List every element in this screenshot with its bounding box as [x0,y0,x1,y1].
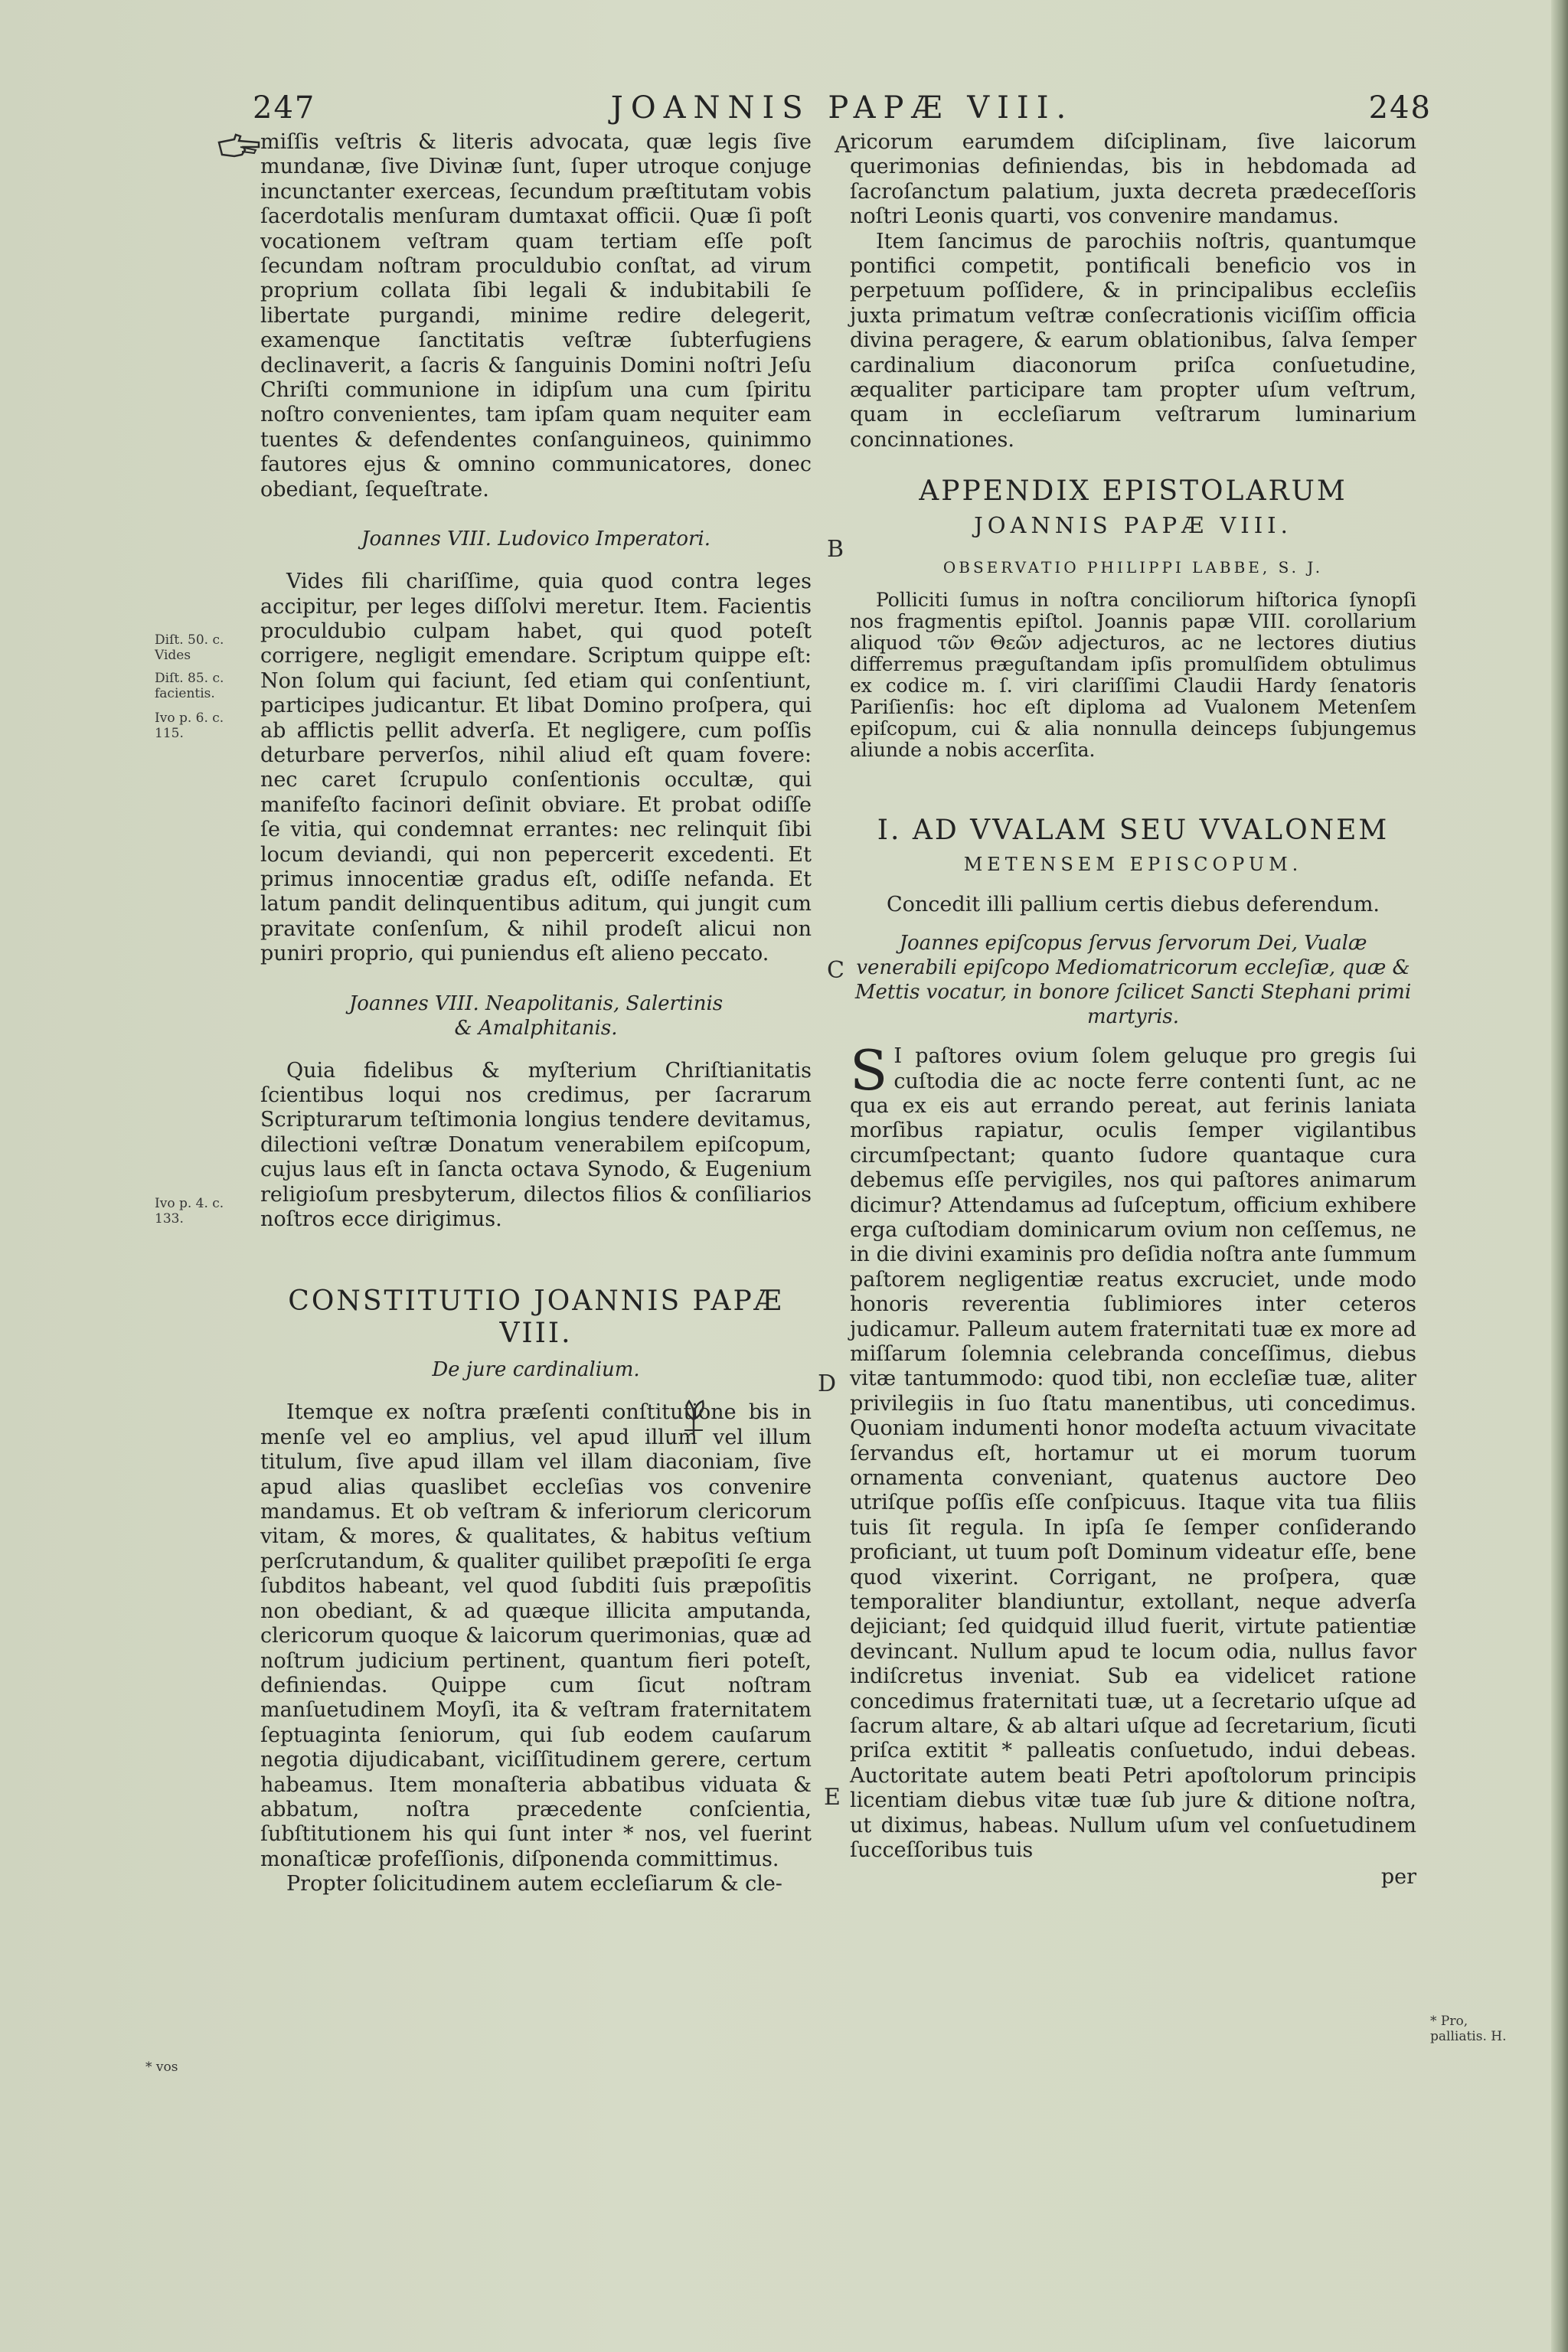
paragraph: ricorum earumdem diſciplinam, ſive laicorum querimonias definiendas, bis in hebdomada ad ſacroſanctum palatium, juxta decreta prædeceſſoris noſtri Leonis quarti, vos convenire mandamus. [850,130,1416,229]
letter-title: I. AD VVALAM SEU VVALONEM [877,814,1390,846]
margin-note: Ivo p. 4. c. 133. [155,1196,224,1227]
letter-subtitle: METENSEM EPISCOPUM. [963,853,1303,875]
letter-rubric [260,991,812,1040]
letter-rubric: Joannes VIII. Ludovico Imperatori. [361,528,710,551]
pointing-hand-icon [217,132,262,162]
section-letter-c: C [827,957,844,984]
paragraph: Item ſancimus de parochiis noſtris, quantumque pontifici competit, pontificali beneficio vos in perpetuum poſſidere, & in principalibus eccleſiis juxta primatum veſtræ conſecrationis viciſſim officia divina peragere, & earum oblationibus, ſalva ſemper cardinalium diaconorum priſca conſuetudine, æqualiter participare tam propter uſum veſtrum, quam in eccleſiarum veſtrarum luminarium concinnationes. [850,229,1416,452]
page-binding-shadow [1551,0,1568,2352]
letter-summary: Concedit illi pallium certis diebus deferendum. [886,892,1380,916]
section-letter-e: E [824,1784,841,1811]
margin-note: * Pro, palliatis. H. [1430,2014,1507,2044]
paragraph: Polliciti ſumus in noſtra conciliorum hiſtorica ſynopſi nos fragmentis epiſtol. Joannis papæ VIII. corollarium aliquod τῶν Θεῶν adjecturos, ac ne lectores diutius differremus præguſtandam ipſis promulſidem obtulimus ex codice m. ſ. viri clariſſimi Claudii Hardy ſenatoris Pariſienſis: hoc eſt diploma ad Vualonem Metenſem epiſcopum, cui & alia nonnulla deinceps ſubjungemus aliunde a nobis accerſita. [850,588,1416,761]
catchword: per [1380,1864,1416,1889]
page-number-left: 247 [253,90,316,126]
page-number-right: 248 [1368,90,1432,126]
section-subrubric: De jure cardinalium. [432,1358,640,1382]
paragraph: miſſis veſtris & literis advocata, quæ legis ſive mundanæ, ſive Divinæ ſunt, ſuper utroque conjuge incunctanter exerceas, ſecundum præſtitutam vobis ſacerdotalis menſuram dumtaxat officii. Quæ ſi poſt vocationem veſtram quam tertiam eſſe poſt ſecundam noſtram proculdubio conſtat, ad virum proprium collata ſibi legali & indubitabili ſe libertate purgandi, minime redire delegerit, examenque ſanctitatis veſtræ ſubterfugiens declinaverit, a ſacris & ſanguinis Domini noſtri Jeſu Chriſti communione in idipſum una cum ſpiritu noſtro convenientes, tam ipſam quam nequiter eam tuentes & defendentes conſanguineos, quinimmo fautores ejus & omnino communicatores, donec obediant, ſequeſtrate. [260,130,812,501]
margin-note: * vos [145,2060,178,2075]
drop-capital: S [850,1038,888,1103]
paragraph: Vides fili chariſſime, quia quod contra leges accipitur, per leges diſſolvi meretur. Item. Facientis proculdubio culpam habet, qui quod poteſt corrigere, negligit emendare. Scriptum quippe eſt: Non ſolum qui faciunt, ſed etiam qui conſentiunt, participes judicantur. Et libat Domino proſpera, qui ab afflictis pellit adverſa. Et negligere, cum poſſis deturbare perverſos, nihil aliud eſt quam fovere: nec caret ſcrupulo conſentionis occultæ, qui manifeſto facinori deſinit obviare. Et probat odiſſe ſe vitia, qui condemnat errantes: nec relinquit ſibi locum deviandi, qui non pepercerit excedenti. Et primus innocentiæ gradus eſt, odiſſe nefanda. Et latum pandit delinquentibus aditum, qui jungit cum pravitate conſenſum, & nihil prodeſt alicui non puniri proprio, qui puniendus eſt alieno peccato. [260,570,812,966]
section-heading: CONSTITUTIO JOANNIS PAPÆ VIII. [288,1285,784,1350]
section-letter-d: D [818,1370,837,1397]
appendix-subtitle: JOANNIS PAPÆ VIII. [974,512,1292,539]
letter-salutation: Joannes epiſcopus ſervus ſervorum Dei, Vualæ venerabili epiſcopo Mediomatricorum eccleſiæ, quæ & Mettis vocatur, in bonore ſcilicet Sancti Stephani primi martyris. [854,932,1412,1029]
section-letter-b: B [827,536,844,563]
rubric-line: & Amalphitanis. [454,1016,618,1040]
observatio-heading: OBSERVATIO PHILIPPI LABBE, S. J. [942,558,1324,577]
appendix-title: APPENDIX EPISTOLARUM [919,475,1348,508]
paragraph: Propter ſolicitudinem autem eccleſiarum & cle- [286,1872,782,1896]
paragraph: Itemque ex noſtra præſenti conſtitutione bis in menſe vel eo amplius, vel apud illum vel illum titulum, ſive apud illam vel illam diaconiam, ſive apud alias quaslibet eccleſias vos convenire mandamus. Et ob veſtram & inferiorum clericorum vitam, & mores, & qualitates, & habitus veſtium perſcrutandum, & qualiter quilibet præpoſiti ſe erga ſubditos habeant, vel quod ſubditi ſuis præpoſitis non obediant, & ad quæque illicita amputanda, clericorum quoque & laicorum querimonias, quæ ad noſtrum judicium pertinent, quantum fieri poteſt, definiendas. Quippe cum ſicut noſtram manſuetudinem Moyſi, ita & veſtram fraternitatem ſeptuaginta ſeniorum, qui ſub eodem cauſarum negotia dijudicabant, viciſſitudinem gerere, certum habeamus. Item monaſteria abbatibus viduata & abbatum, noſtra præcedente conſcientia, ſubſtitutionem his qui ſunt inter * nos, vel fuerint monaſticæ profeſſionis, diſponenda committimus. [260,1400,812,1871]
left-column [260,130,812,1897]
running-title: JOANNIS PAPÆ VIII. [610,90,1074,126]
margin-note: Diſt. 50. c. Vides [155,632,224,663]
paragraph-text: I paſtores ovium ſolem geluque pro gregis ſui cuſtodia die ac nocte ferre contenti ſunt, ac ne qua ex eis aut errando pereat, aut ferinis laniata morſibus rapiatur, oculis ſemper vigilantibus circumſpectant; quanto ſudore quantaque cura debemus eſſe pervigiles, nos qui paſtores animarum dicimur? Attendamus ad ſuſceptum, officium exhibere erga cuſtodiam dominicarum ovium non ceſſemus, ne in die divini examinis pro deſidia noſtra ante ſummum paſtorem negligentiæ reatus excruciet, unde modo honoris reverentia ſublimiores inter ceteros judicamur. Palleum autem fraternitati tuæ ex more ad miſſarum ſolemnia celebranda conceſſimus, diebus vitæ tantummodo: quod tibi, non eccleſiæ tuæ, aliter privilegiis in ſuo ſtatu manentibus, uti concedimus. Quoniam indumenti honor modeſta actuum vivacitate ſervandus eſt, hortamur ut ei morum tuorum ornamenta conveniant, quatenus auctore Deo utriſque poſſis eſſe conſpicuus. Itaque vita tua filiis tuis ſit regula. In ipſa ſe ſemper conſiderando proficiant, ut tuum poſt Dominum videatur eſſe, bene quod vixerint. Corrigant, ne proſpera, quæ temporaliter blandiuntur, extollant, neque adverſa dejiciant; ſed quidquid illud fuerit, virtute patientiæ devincant. Nullum apud te locum odia, nullus favor indiſcretus inveniat. Sub ea videlicet ratione concedimus fraternitati tuæ, ut a ſecretario uſque ad ſacrum altare, & ab altari uſque ad ſecretarium, ſicuti priſca extitit * palleatis conſuetudo, indui debeas. Auctoritate autem beati Petri apoſtolorum principis licentiam diebus vitæ tuæ ſub jure & ditione noſtra, ut diximus, habeas. Nullum uſum vel conſuetudinem ſucceſſoribus tuis [850,1044,1416,1863]
paragraph: Quia fidelibus & myſterium Chriſtianitatis ſcientibus loqui nos credimus, per ſacrarum Scripturarum teſtimonia longius tendere devitamus, dilectioni veſtræ Donatum venerabilem epiſcopum, cujus laus eſt in ſancta octava Synodo, & Eugenium religioſum presbyterum, dilectos filios & conſiliarios noſtros ecce dirigimus. [260,1058,812,1232]
running-header [253,90,1432,133]
rubric-line: Joannes VIII. Neapolitanis, Salertinis [348,991,724,1015]
margin-note: Ivo p. 6. c. 115. [155,710,224,741]
section-letter-a: A [835,132,851,158]
paragraph [850,1038,1416,1863]
flower-ornament-icon [678,1396,709,1436]
right-column [850,130,1416,1890]
margin-note: Diſt. 85. c. facientis. [155,671,224,701]
